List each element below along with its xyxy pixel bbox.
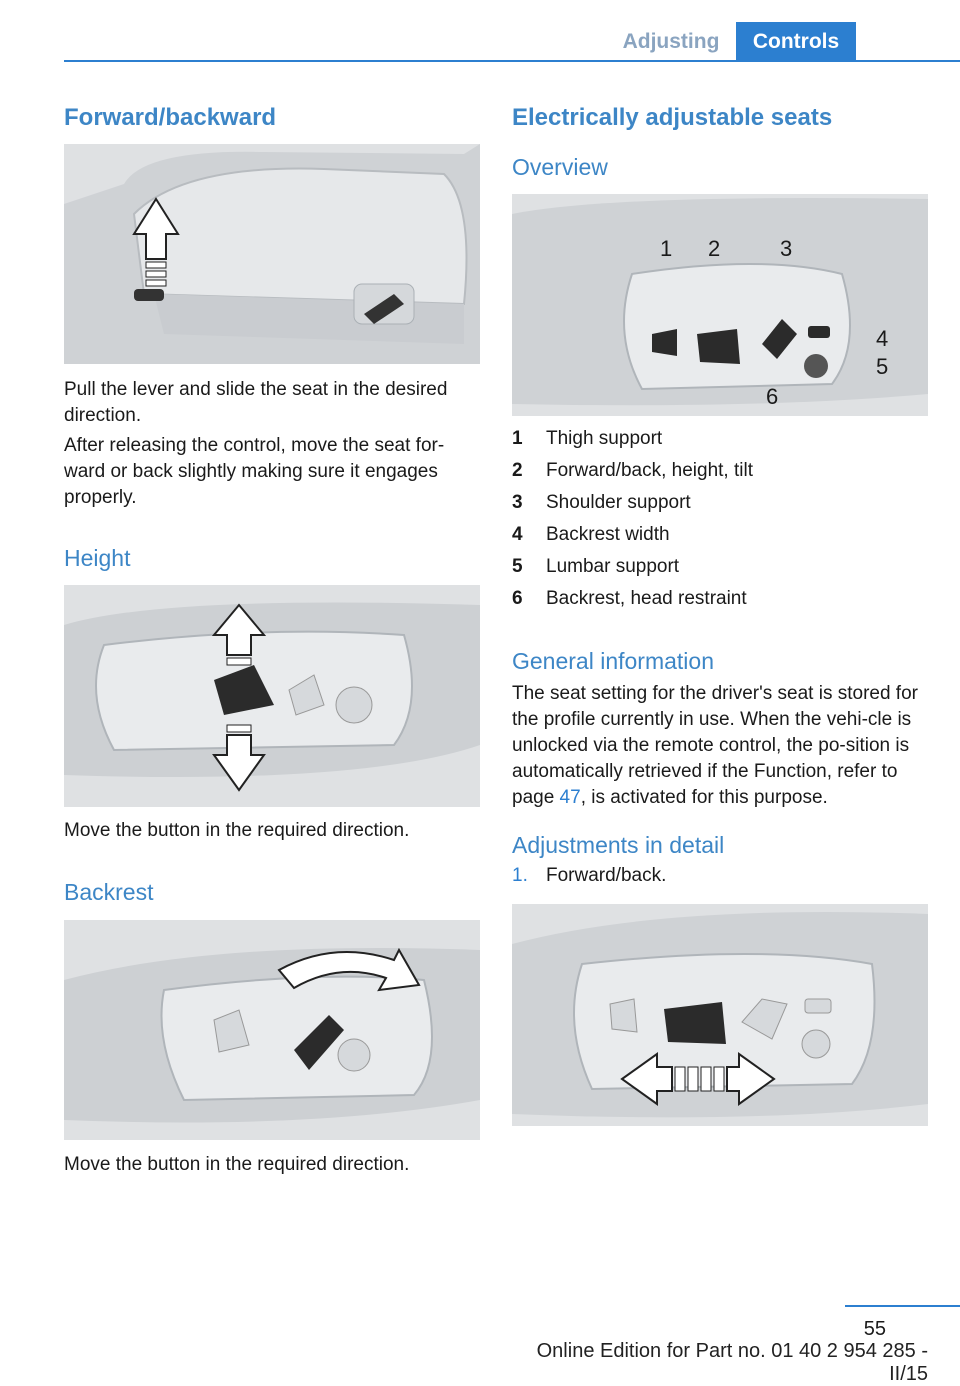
header-rule: [64, 60, 960, 62]
general-information-paragraph: The seat setting for the driver's seat is stored for the profile currently in use. When the vehi-cle is unlocked via the remote control, the po-sition is automatically retrieved if the Function, refer to page 47, is activated for this purpose.: [512, 683, 918, 808]
step-item: 1. Forward/back.: [512, 865, 667, 886]
overview-heading: Overview: [512, 154, 608, 180]
height-paragraph: Move the button in the required direction.: [64, 820, 410, 841]
seat-controls-overview-figure: [512, 194, 928, 416]
callout-3: 3: [780, 236, 793, 261]
list-item: 6 Backrest, head restraint: [512, 588, 747, 609]
callout-2: 2: [708, 236, 721, 261]
height-heading: Height: [64, 545, 131, 571]
callout-5: 5: [876, 354, 889, 379]
seat-backrest-figure: [64, 920, 480, 1140]
electric-seats-heading: Electrically adjustable seats: [512, 104, 833, 131]
callout-1: 1: [660, 236, 673, 261]
footer-rule: [845, 1305, 960, 1307]
list-item: 4 Backrest width: [512, 524, 670, 545]
list-item: 3 Shoulder support: [512, 492, 691, 513]
backrest-heading: Backrest: [64, 879, 154, 905]
header-chapter-tab: Controls: [736, 22, 856, 62]
backrest-paragraph: Move the button in the required direction.: [64, 1154, 410, 1175]
page-reference-link[interactable]: 47: [559, 787, 581, 808]
control-legend-list: [512, 426, 932, 618]
seat-forward-back-figure: [512, 904, 928, 1126]
page-number: 55: [863, 1318, 886, 1340]
seat-height-figure: [64, 585, 480, 807]
header-section-tab: Adjusting: [622, 30, 720, 53]
seat-forward-figure: [64, 144, 480, 364]
forward-backward-heading: Forward/backward: [64, 104, 277, 131]
callout-4: 4: [876, 326, 889, 351]
list-item: 1 Thigh support: [512, 428, 663, 449]
list-item: 2 Forward/back, height, tilt: [512, 460, 753, 481]
callout-6: 6: [766, 384, 779, 409]
edition-text: Online Edition for Part no. 01 40 2 954 285 - II/15: [536, 1340, 928, 1385]
adjustments-heading: Adjustments in detail: [512, 832, 725, 858]
list-item: 5 Lumbar support: [512, 556, 680, 577]
general-information-heading: General information: [512, 648, 714, 674]
forward-paragraph-2: After releasing the control, move the seat for-ward or back slightly making sure it engages properly.: [64, 435, 445, 508]
forward-paragraph-1: Pull the lever and slide the seat in the desired direction.: [64, 379, 448, 426]
